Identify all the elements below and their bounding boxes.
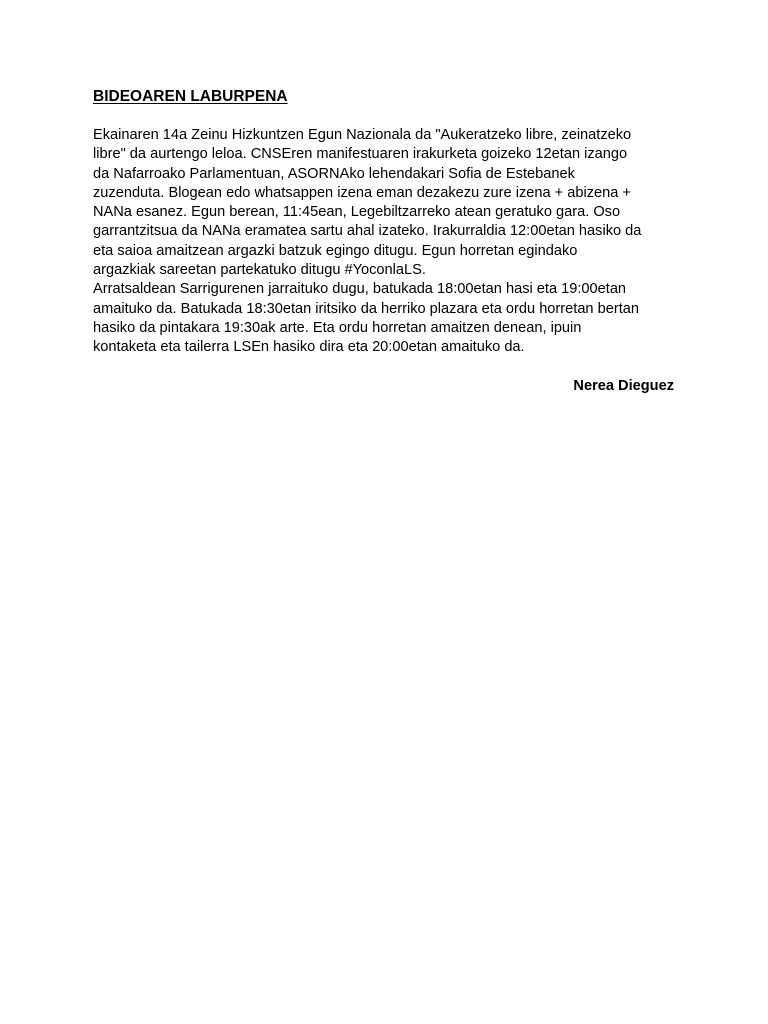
text-line: Arratsaldean Sarrigurenen jarraituko dugu, batukada 18:00etan hasi eta 19:00etan — [93, 281, 627, 298]
text-line: Ekainaren 14a Zeinu Hizkuntzen Egun Nazionala da "Aukeratzeko libre, zeinatzeko — [93, 127, 632, 143]
document-content — [93, 87, 674, 396]
paragraph-event-afternoon — [93, 280, 674, 357]
text-line: zuzenduta. Blogean edo whatsappen izena eman dezakezu zure izena + abizena + — [93, 184, 631, 201]
text-line: hasiko da pintakara 19:30ak arte. Eta ordu horretan amaitzen denean, ipuin — [93, 319, 582, 336]
text-line: garrantzitsua da NANa eramatea sartu ahal izateko. Irakurraldia 12:00etan hasiko da — [93, 223, 642, 240]
text-line: libre" da aurtengo leloa. CNSEren manifestuaren irakurketa goizeko 12etan izango — [93, 146, 628, 163]
text-line: eta saioa amaitzean argazki batzuk egingo ditugu. Egun horretan egindako — [93, 242, 578, 259]
author-signature: Nerea Dieguez — [573, 377, 674, 394]
text-line: NANa esanez. Egun berean, 11:45ean, Legebiltzarreko atean geratuko gara. Oso — [93, 204, 621, 221]
document-title: BIDEOAREN LABURPENA — [93, 88, 288, 105]
text-line: amaituko da. Batukada 18:30etan iritsiko da herriko plazara eta ordu horretan bertan — [93, 300, 639, 317]
text-line: kontaketa eta tailerra LSEn hasiko dira eta 20:00etan amaituko da. — [93, 339, 525, 356]
paragraph-event-morning — [93, 126, 674, 280]
text-line: da Nafarroako Parlamentuan, ASORNAko lehendakari Sofia de Estebanek — [93, 165, 575, 182]
text-line: argazkiak sareetan partekatuko ditugu #YoconlaLS. — [93, 262, 426, 279]
